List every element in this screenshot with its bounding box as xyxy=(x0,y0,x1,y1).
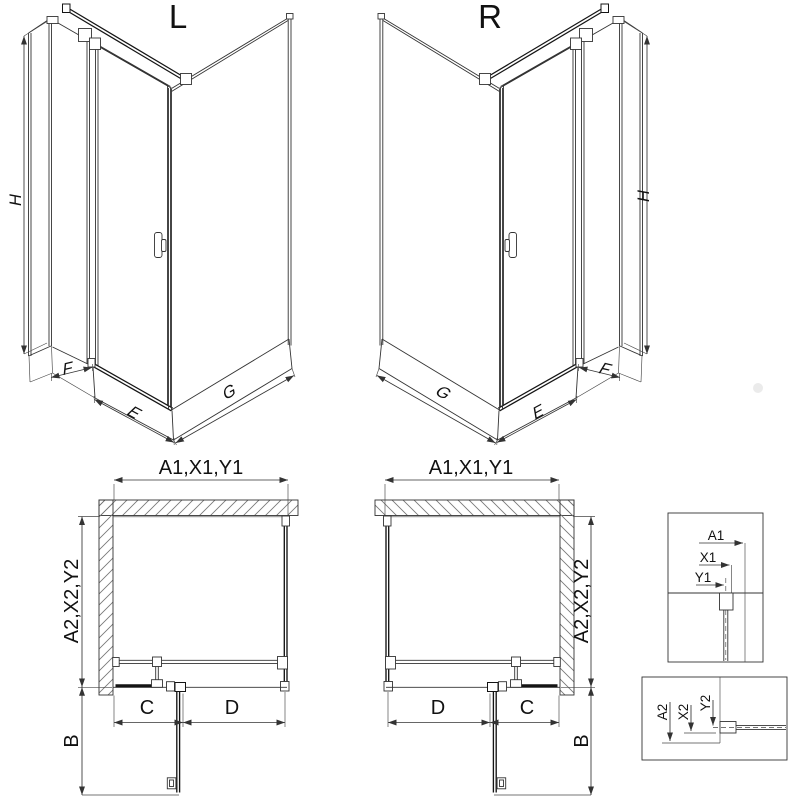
detail-x2-label: X2 xyxy=(676,703,691,721)
side-panel-left xyxy=(29,17,59,383)
plan-left-segment-d-label: D xyxy=(224,697,240,719)
watermark-dot xyxy=(753,383,763,393)
height-dim-label-left: H xyxy=(7,194,25,206)
detail-a1-label: A1 xyxy=(707,528,725,543)
detail-box-a1 xyxy=(668,513,763,662)
plan-view-right xyxy=(375,480,595,795)
plan-right-width-dim-label: A1,X1,Y1 xyxy=(428,457,514,479)
plan-left-swing-dim-label: B xyxy=(61,734,83,748)
g-dim-label-right: G xyxy=(431,381,455,404)
door-open-plan xyxy=(167,682,186,793)
detail-y2-label: Y2 xyxy=(698,694,713,712)
plan-right-swing-dim-label: B xyxy=(571,734,593,748)
detail-box-a2 xyxy=(642,677,787,760)
view-left-label: L xyxy=(168,0,188,35)
stabilizer-bar-plan xyxy=(113,657,288,688)
g-dim-label-left: G xyxy=(220,379,239,404)
plan-right-depth-dim-label: A2,X2,Y2 xyxy=(571,558,593,644)
plan-left-segment-c-label: C xyxy=(139,697,155,719)
front-door-panel xyxy=(53,23,173,410)
e-dim-label-right: E xyxy=(529,400,547,424)
detail-y1-label: Y1 xyxy=(694,570,712,585)
plan-view-left xyxy=(78,480,298,795)
plan-left-width-dim-label: A1,X1,Y1 xyxy=(158,457,244,479)
e-dim-label-left: E xyxy=(123,402,145,423)
wall-sections xyxy=(99,500,298,695)
glass-panels-plan xyxy=(113,516,290,691)
plan-right-segment-c-label: C xyxy=(519,697,535,719)
detail-a2-label: A2 xyxy=(655,703,670,721)
plan-left-depth-dim-label: A2,X2,Y2 xyxy=(61,558,83,644)
view-right-label: R xyxy=(478,0,502,35)
door-handle xyxy=(155,233,167,258)
f-dim-label-left: F xyxy=(61,357,74,380)
plan-right-segment-d-label: D xyxy=(430,697,446,719)
detail-x1-label: X1 xyxy=(699,550,717,565)
f-dim-label-right: F xyxy=(596,358,614,379)
shower-tray xyxy=(53,339,293,440)
height-dim-label-right: H xyxy=(635,190,653,202)
